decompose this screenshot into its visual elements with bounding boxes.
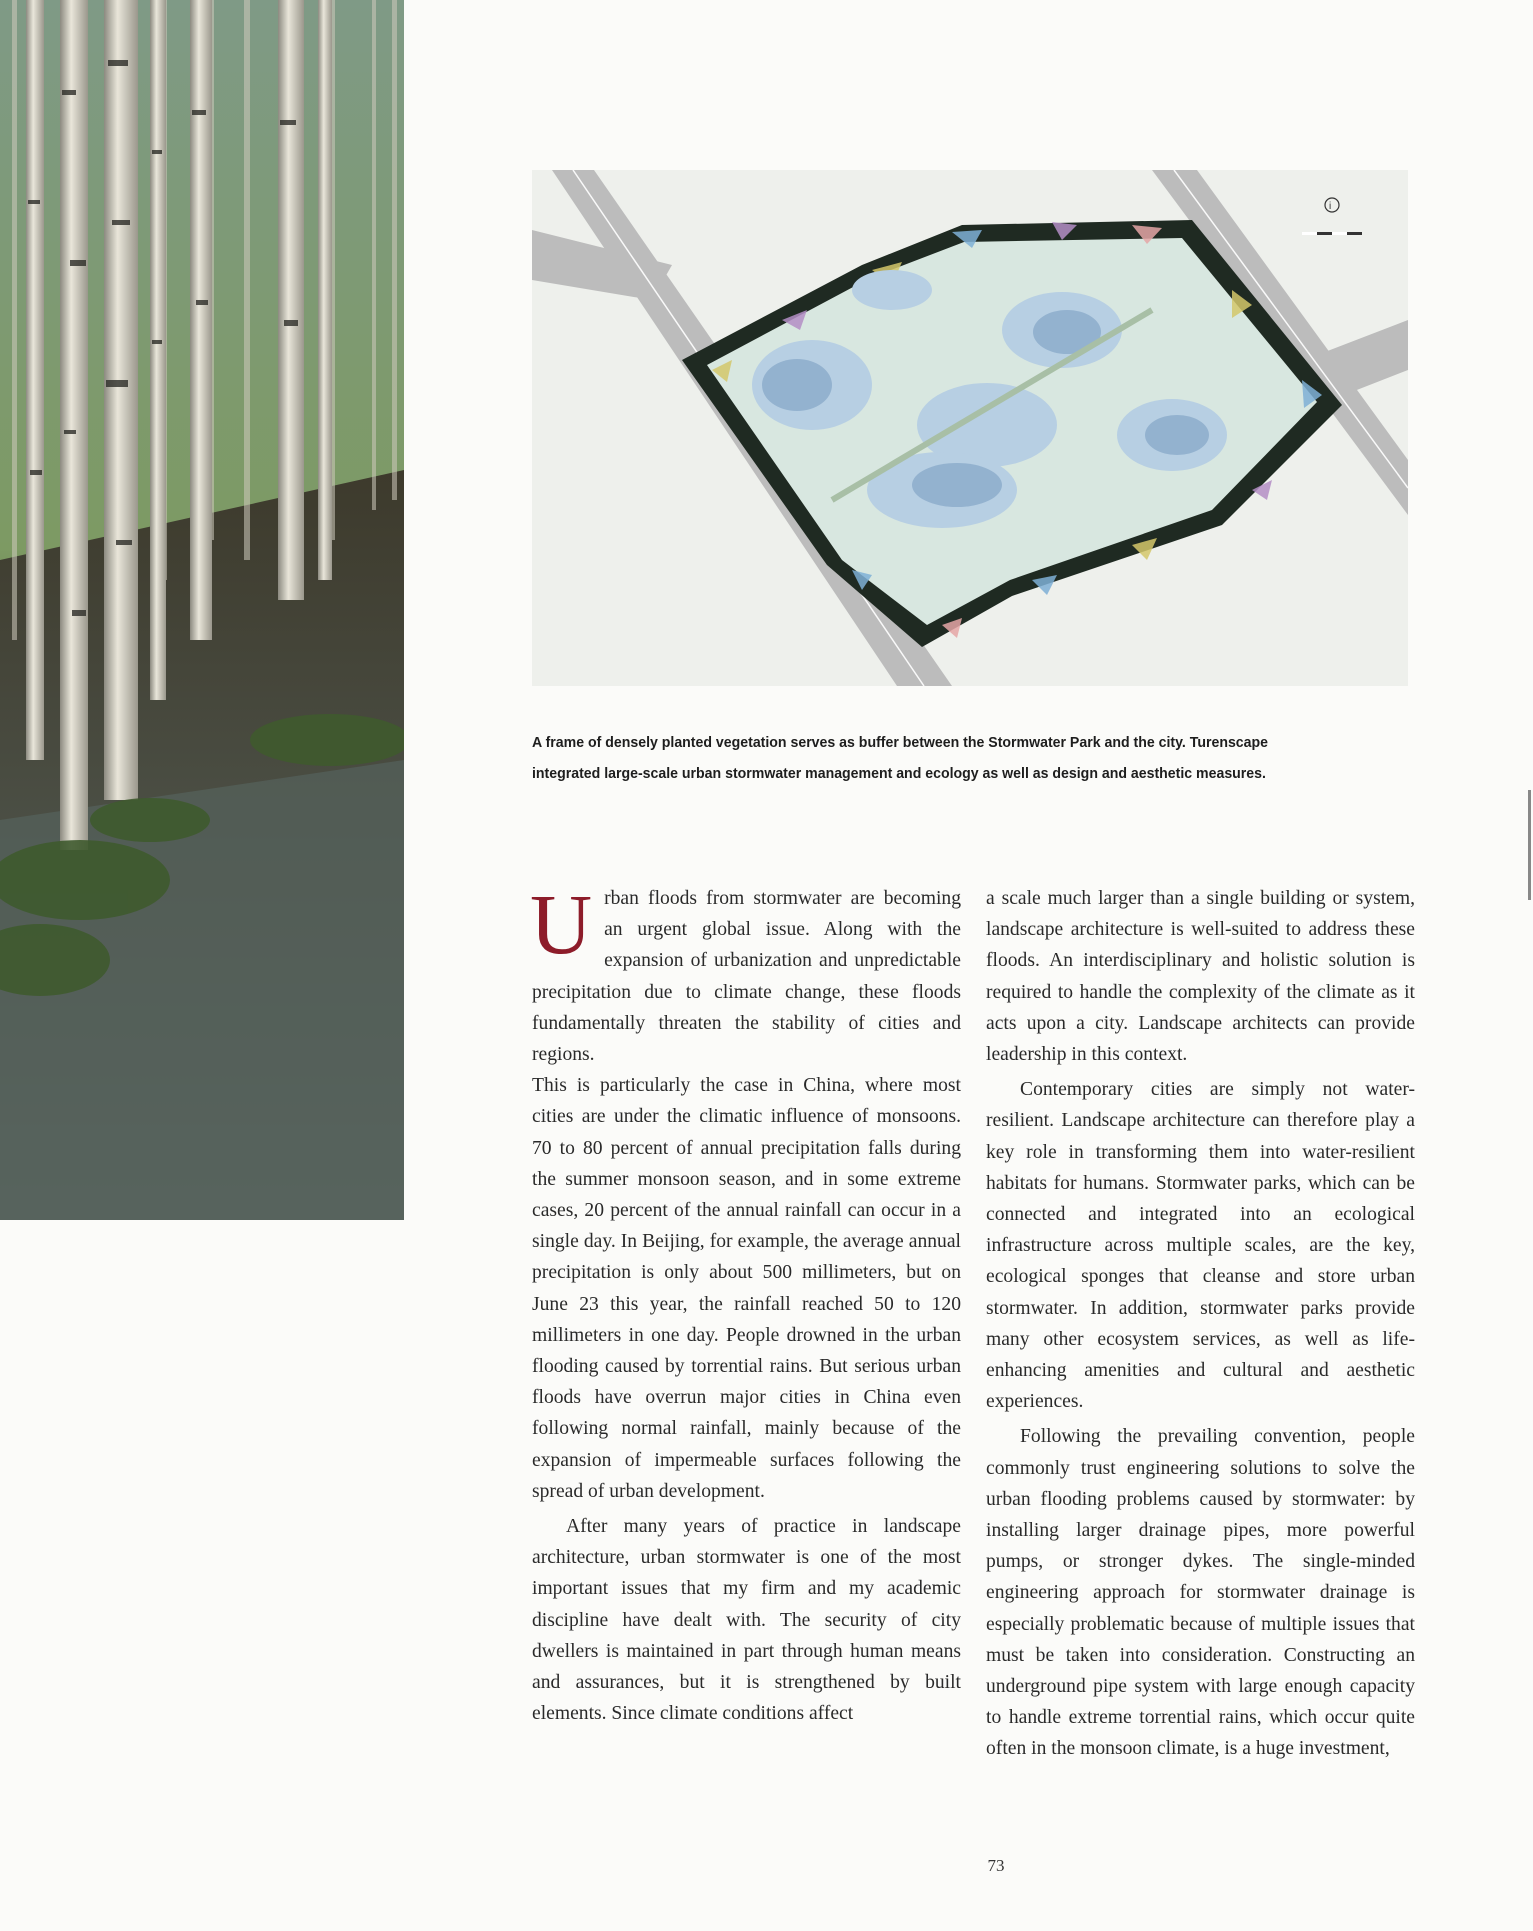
paragraph: Contemporary cities are simply not water-resilient. Landscape architecture can therefore play a key role in transforming them into water-resilient habitats for humans. Stormwater parks, which can be connected and integrated into an ecological infrastructure across multiple scales, are the key, ecological sponges that cleanse and store urban stormwater. In addition, stormwater parks provide many other ecosystem services, as well as life-enhancing amenities and cultural and aesthetic experiences. [986,1079,1415,1413]
drop-cap: U [530,876,593,972]
paragraph: This is particularly the case in China, where most cities are under the climatic influence of monsoons. 70 to 80 percent of annual precipitation falls during the summer monsoon season, and in some extreme cases, 20 percent of the annual rainfall can occur in a single day. In Beijing, for example, the average annual precipitation is only about 500 millimeters, but on June 23 this year, the rainfall reached 50 to 120 millimeters in one day. People drowned in the urban flooding caused by torrential rains. But serious urban floods have overrun major cities in China even following normal rainfall, mainly because of the expansion of impermeable surfaces following the spread of urban development. [532,1075,961,1502]
paragraph-text: rban floods from stormwater are becoming an urgent global issue. Along with the expansion of urbanization and unpredictable precipitation due to climate change, these floods fundamentally threaten the stability of cities and regions. [532,888,961,1066]
paragraph [530,876,961,1070]
north-arrow-label: i [1329,201,1332,212]
paragraph: After many years of practice in landscape architecture, urban stormwater is one of the most important issues that my firm and my academic discipline have dealt with. The security of city dwellers is maintained in part through human means and assurances, but it is strengthened by built elements. Since climate conditions affect [532,1516,961,1725]
page-number: 73 [987,1856,1005,1875]
text-column-2 [986,883,1415,1765]
birch-forest-photo [0,0,404,1220]
text-column-1 [530,876,961,1729]
paragraph: a scale much larger than a single building or system, landscape architecture is well-suited to address these floods. An interdisciplinary and holistic solution is required to handle the complexity of the climate as it acts upon a city. Landscape architects can provide leadership in this context. [986,888,1415,1066]
gutter-mark [1528,790,1531,900]
stormwater-park-site-plan [532,170,1408,686]
figure-caption: A frame of densely planted vegetation serves as buffer between the Stormwater Park and the city. Turenscape integrated large-scale urban stormwater management and ecology as well as design and aesthetic measures. [532,734,1269,782]
paragraph: Following the prevailing convention, people commonly trust engineering solutions to solve the urban flooding problems caused by stormwater: by installing larger drainage pipes, more powerful pumps, or stronger dykes. The single-minded engineering approach for stormwater drainage is especially problematic because of multiple issues that must be taken into consideration. Constructing an underground pipe system with large enough capacity to handle extreme torrential rains, which occur quite often in the monsoon climate, is a huge investment, [986,1426,1415,1760]
